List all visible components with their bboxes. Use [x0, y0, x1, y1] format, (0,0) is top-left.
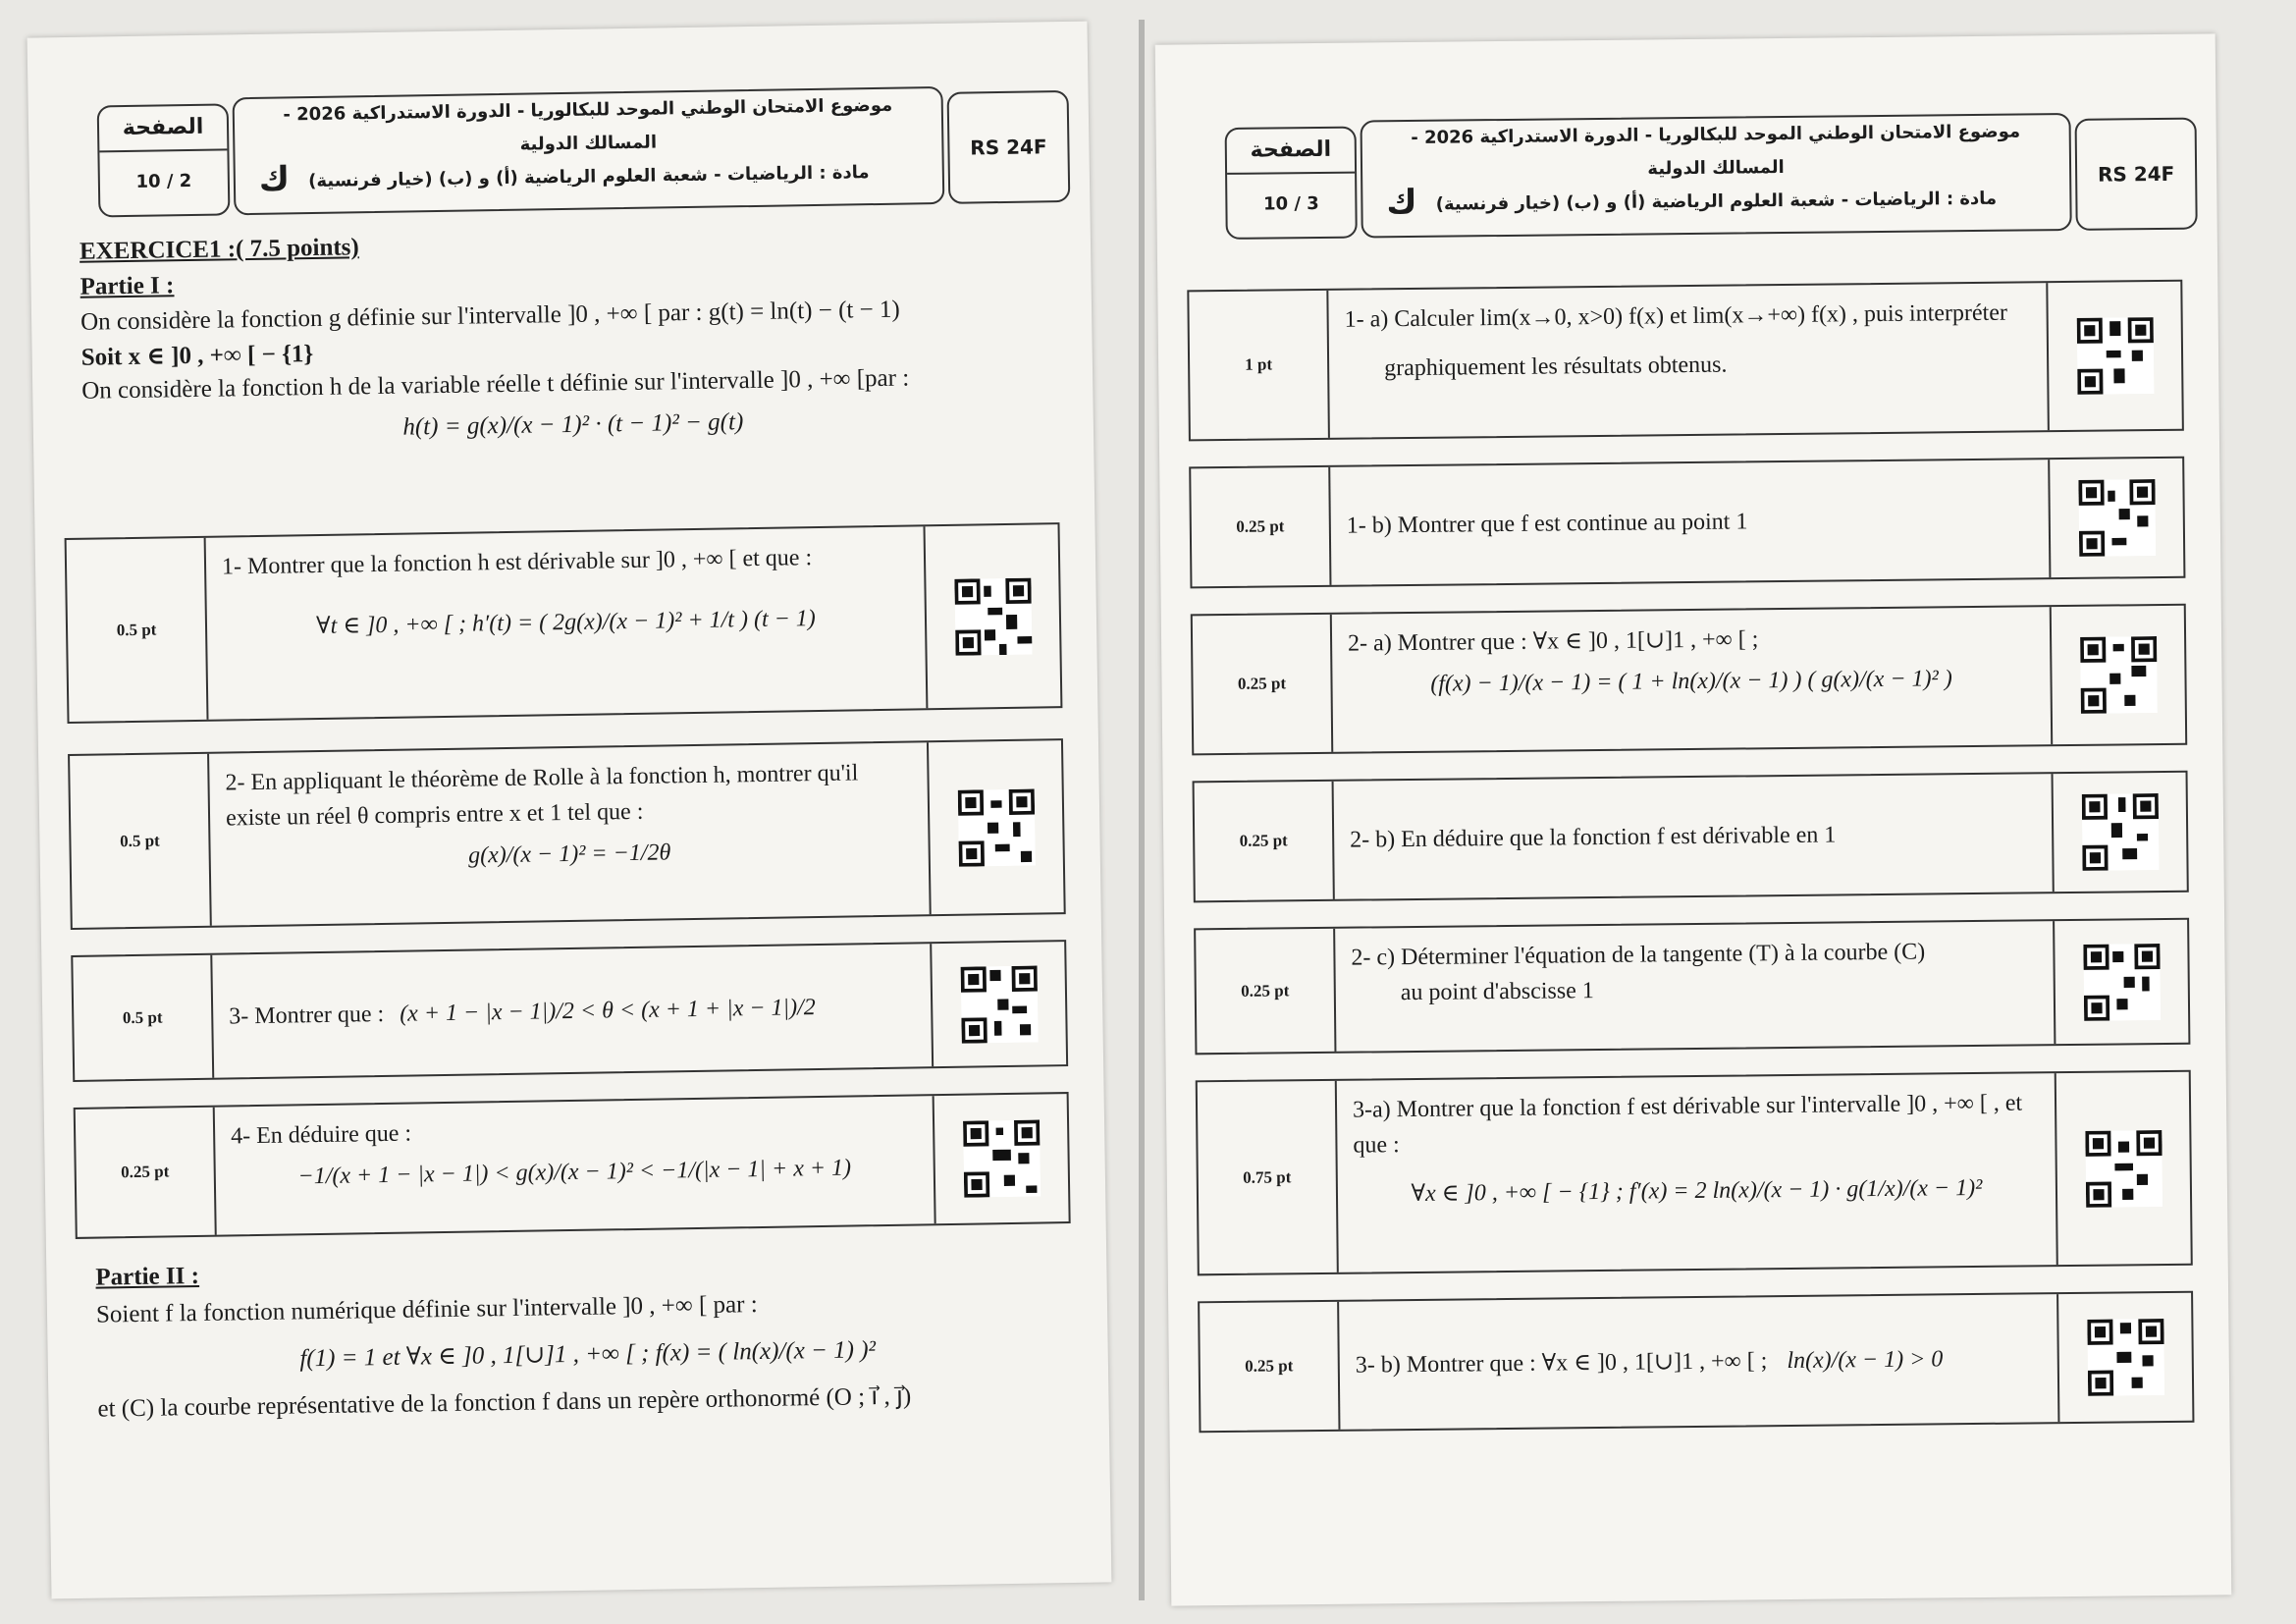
question-box-3	[71, 940, 1068, 1082]
points-label: 0.25 pt	[1196, 929, 1336, 1053]
question-box-1	[65, 522, 1063, 724]
intro-line-3: On considère la fonction h de la variable réelle t définie sur l'intervalle ]0 , +∞ [par :	[81, 364, 910, 405]
exam-code: RS 24F	[2075, 118, 2198, 231]
exam-title-box	[1361, 113, 2072, 239]
question-text: 4- En déduire que :	[230, 1120, 412, 1150]
exercise-intro	[80, 223, 1064, 447]
question-text: 2- En appliquant le théorème de Rolle à la fonction h, montrer qu'il existe un réel θ compris entre x et 1 tel que :	[225, 760, 859, 832]
logo-icon: ﻙ	[1386, 182, 1417, 223]
question-text: 3-a) Montrer que la fonction f est dérivable sur l'intervalle ]0 , +∞ [ , et que :	[1352, 1090, 2023, 1159]
points-label: 0.5 pt	[67, 538, 209, 722]
page-label: الصفحة	[99, 105, 228, 152]
intro-line-2: Soit x ∈ ]0 , +∞ [ − {1}	[80, 341, 314, 371]
exam-code: RS 24F	[947, 90, 1071, 204]
points-label: 0.25 pt	[1195, 782, 1335, 900]
points-label: 0.25 pt	[1200, 1302, 1340, 1431]
points-label: 0.5 pt	[70, 754, 212, 928]
question-text: 1- Montrer que la fonction h est dérivable sur ]0 , +∞ [ et que :	[221, 545, 813, 580]
qr-code-icon	[930, 942, 1066, 1066]
intro-line-1: On considère la fonction g définie sur l'intervalle ]0 , +∞ [ par : g(t) = ln(t) − (t − 1)	[80, 296, 900, 336]
qr-code-icon	[2055, 1072, 2191, 1265]
partie-2-intro: Soient f la fonction numérique définie sur l'intervalle ]0 , +∞ [ par :	[95, 1291, 758, 1328]
exam-title-box	[233, 86, 945, 215]
question-formula: ∀t ∈ ]0 , +∞ [ ; h′(t) = ( 2g(x)/(x − 1)² + 1/t ) (t − 1)	[315, 606, 817, 640]
curve-definition: et (C) la courbe représentative de la fonction f dans un repère orthonormé (O ; i⃗ , j⃗)	[97, 1382, 912, 1423]
question-box-4	[74, 1092, 1071, 1239]
exercise-title: EXERCICE1 :( 7.5 points)	[79, 234, 359, 265]
question-formula: −1/(x + 1 − |x − 1|) < g(x)/(x − 1)² < −1/(|x − 1| + x + 1)	[297, 1155, 852, 1190]
question-text: 1- b) Montrer que f est continue au point 1	[1346, 509, 1748, 539]
points-label: 0.25 pt	[1191, 467, 1331, 586]
page-header	[1225, 118, 2198, 236]
exam-page-left	[27, 22, 1112, 1599]
question-box-1a	[1187, 280, 2184, 442]
exam-track: المسالك الدولية	[519, 132, 658, 155]
page-header	[97, 90, 1071, 214]
qr-code-icon	[2056, 1293, 2192, 1422]
question-text: 1- a) Calculer lim(x→0, x>0) f(x) et lim(x→+∞) f(x) , puis interpréter	[1344, 299, 2008, 333]
question-box-2a	[1191, 604, 2187, 756]
question-box-2c	[1194, 918, 2190, 1056]
page-number: 10 / 3	[1262, 192, 1319, 215]
qr-code-icon	[2050, 606, 2185, 744]
question-box-1b	[1189, 457, 2185, 589]
exam-subject: مادة : الرياضيات - شعبة العلوم الرياضية (أ) و (ب) (خيار فرنسية)	[307, 162, 870, 192]
question-text: 2- a) Montrer que : ∀x ∈ ]0 , 1[∪]1 , +∞ [ ;	[1347, 626, 1759, 657]
question-box-3a	[1196, 1070, 2193, 1276]
logo-icon: ﻙ	[258, 159, 291, 199]
exam-title: موضوع الامتحان الوطني الموحد للبكالوريا - الدورة الاستدراكية 2026 -	[283, 94, 893, 126]
qr-code-icon	[924, 524, 1061, 708]
question-formula: ln(x)/(x − 1) > 0	[1787, 1346, 1944, 1375]
exam-subject: مادة : الرياضيات - شعبة العلوم الرياضية (أ) و (ب) (خيار فرنسية)	[1435, 188, 1998, 215]
question-text: 2- c) Déterminer l'équation de la tangente (T) à la courbe (C)	[1351, 939, 1926, 971]
qr-code-icon	[933, 1094, 1069, 1223]
page-number-box	[97, 103, 231, 217]
question-text: 3- b) Montrer que : ∀x ∈ ]0 , 1[∪]1 , +∞ [ ;	[1355, 1348, 1768, 1379]
f-definition: f(1) = 1 et ∀x ∈ ]0 , 1[∪]1 , +∞ [ ; f(x) = ( ln(x)/(x − 1) )²	[299, 1336, 877, 1373]
points-label: 1 pt	[1189, 291, 1330, 439]
exam-page-right	[1155, 33, 2232, 1605]
page-number-box	[1225, 127, 1358, 240]
question-box-2b	[1193, 771, 2189, 903]
points-label: 0.5 pt	[73, 955, 214, 1080]
h-definition: h(t) = g(x)/(x − 1)² · (t − 1)² − g(t)	[402, 408, 744, 441]
question-formula: (x + 1 − |x − 1|)/2 < θ < (x + 1 + |x − 1|)/2	[399, 994, 817, 1027]
points-label: 0.25 pt	[1193, 615, 1333, 753]
question-text: 3- Montrer que :	[229, 1001, 385, 1029]
question-formula: au point d'abscisse 1	[1400, 978, 1594, 1006]
question-formula: ∀x ∈ ]0 , +∞ [ − {1} ; f′(x) = 2 ln(x)/(x − 1) · g(1/x)/(x − 1)²	[1411, 1174, 1983, 1208]
question-formula: graphiquement les résultats obtenus.	[1384, 352, 1728, 382]
page-number: 10 / 2	[135, 170, 192, 192]
book-spine	[1139, 20, 1145, 1600]
question-box-2	[68, 738, 1066, 930]
page-label: الصفحة	[1227, 129, 1355, 175]
partie-2-section	[95, 1249, 1079, 1424]
exam-track: المسالك الدولية	[1647, 156, 1785, 180]
question-text: 2- b) En déduire que la fonction f est dérivable en 1	[1350, 822, 1837, 853]
qr-code-icon	[2053, 920, 2188, 1044]
points-label: 0.25 pt	[76, 1108, 217, 1237]
partie-2-title: Partie II :	[95, 1262, 200, 1291]
qr-code-icon	[927, 740, 1064, 914]
points-label: 0.75 pt	[1198, 1081, 1339, 1273]
question-box-3b	[1198, 1291, 2194, 1434]
question-formula: (f(x) − 1)/(x − 1) = ( 1 + ln(x)/(x − 1) ) ( g(x)/(x − 1)² )	[1430, 666, 1952, 697]
exam-title: موضوع الامتحان الوطني الموحد للبكالوريا - الدورة الاستدراكية 2026 -	[1411, 121, 2021, 148]
qr-code-icon	[2052, 773, 2187, 892]
partie-1-title: Partie I :	[80, 272, 175, 300]
question-formula: g(x)/(x − 1)² = −1/2θ	[467, 839, 671, 869]
qr-code-icon	[2046, 282, 2182, 430]
qr-code-icon	[2048, 459, 2183, 577]
